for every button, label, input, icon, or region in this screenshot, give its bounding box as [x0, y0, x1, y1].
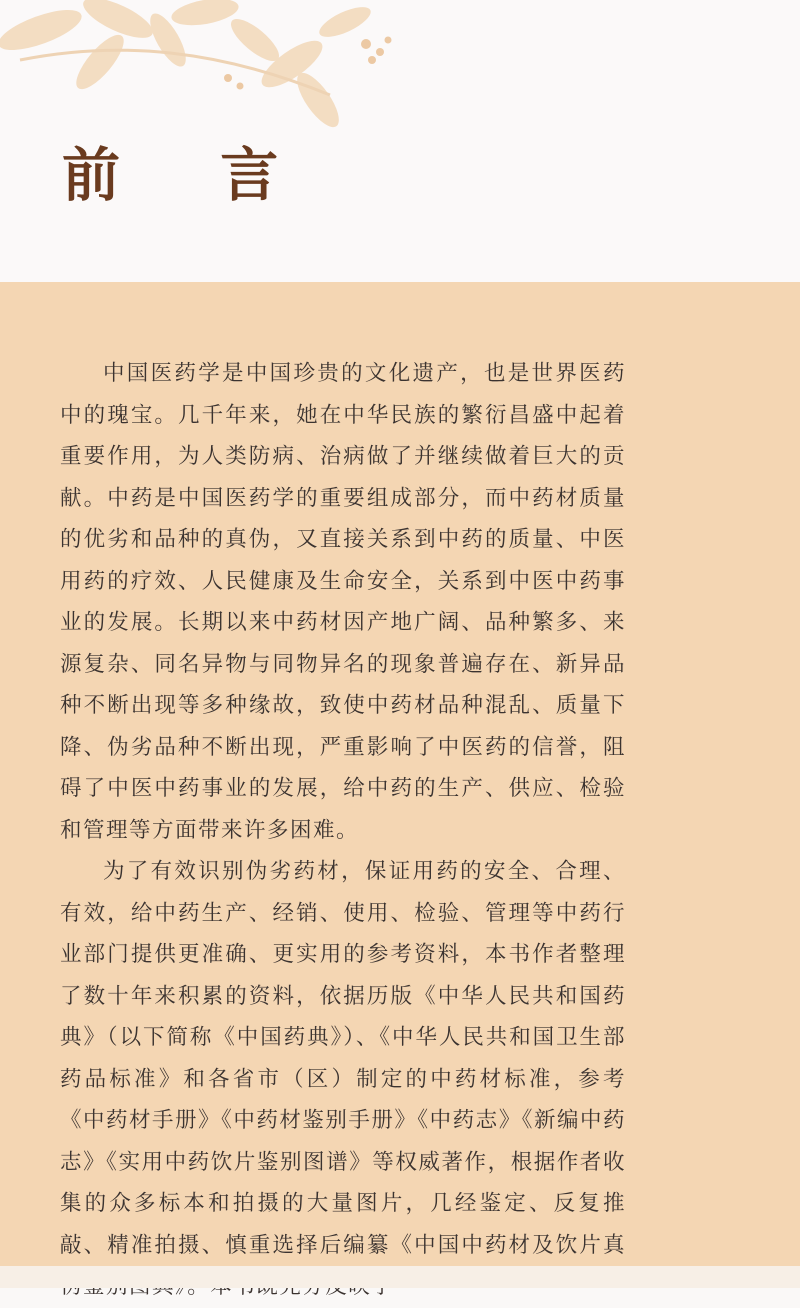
- leaf-branch-decoration-icon: [0, 0, 420, 150]
- paragraph-1: 中国医药学是中国珍贵的文化遗产，也是世界医药中的瑰宝。几千年来，她在中华民族的繁衍昌盛中起着重要作用，为人类防病、治病做了并继续做着巨大的贡献。中药是中国医药学的重要组成部分，而中药材质量的优劣和品种的真伪，又直接关系到中药的质量、中医用药的疗效、人民健康及生命安全，关系到中医中药事业的发展。长期以来中药材因产地广阔、品种繁多、来源复杂、同名异物与同物异名的现象普遍存在、新异品种不断出现等多种缘故，致使中药材品种混乱、质量下降、伪劣品种不断出现，严重影响了中医药的信誉，阻碍了中医中药事业的发展，给中药的生产、供应、检验和管理等方面带来许多困难。: [60, 361, 626, 843]
- page-title: 前 言: [62, 141, 319, 209]
- paragraph-2: 为了有效识别伪劣药材，保证用药的安全、合理、有效，给中药生产、经销、使用、检验、管理等中药行业部门提供更准确、更实用的参考资料，本书作者整理了数十年来积累的资料，依据历版《中华人民共和国药典》（以下简称《中国药典》）、《中华人民共和国卫生部药品标准》和各省市（区）制定的中药材标准，参考《中药材手册》《中药材鉴别手册》《中药志》《新编中药志》《实用中药饮片鉴别图谱》等权威著作，根据作者收集的众多标本和拍摄的大量图片，几经鉴定、反复推敲、精准拍摄、慎重选择后编纂《中国中药材及饮片真: [60, 859, 626, 1258]
- bottom-margin: [0, 1266, 800, 1288]
- header-band: [0, 0, 800, 282]
- body-text: [60, 353, 626, 1308]
